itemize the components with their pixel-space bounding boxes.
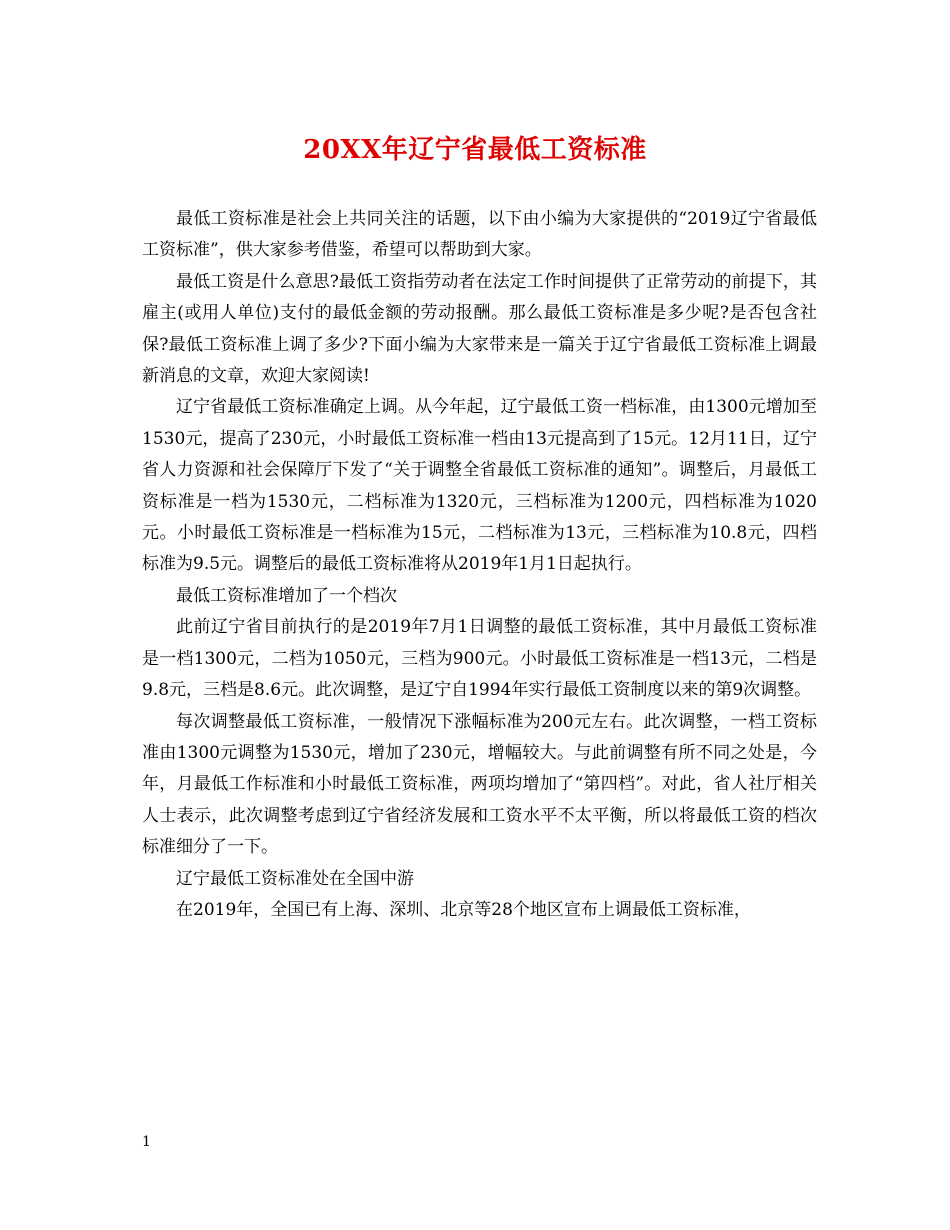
document-body	[142, 204, 817, 926]
section-heading-new-tier: 最低工资标准增加了一个档次	[176, 585, 397, 606]
section-heading-national-rank: 辽宁最低工资标准处在全国中游	[176, 868, 414, 889]
paragraph-definition: 最低工资是什么意思?最低工资指劳动者在法定工作时间提供了正常劳动的前提下，其雇主(或用人单位)支付的最低金额的劳动报酬。那么最低工资标准是多少呢?是否包含社保?最低工资标准上调了多少?下面小编为大家带来是一篇关于辽宁省最低工资标准上调最新消息的文章，欢迎大家阅读!	[142, 271, 817, 387]
paragraph-intro: 最低工资标准是社会上共同关注的话题，以下由小编为大家提供的“2019辽宁省最低工资标准”，供大家参考借鉴，希望可以帮助到大家。	[142, 209, 817, 261]
paragraph-adjustment: 辽宁省最低工资标准确定上调。从今年起，辽宁最低工资一档标准，由1300元增加至1530元，提高了230元，小时最低工资标准一档由13元提高到了15元。12月11日，辽宁省人力资源和社会保障厅下发了“关于调整全省最低工资标准的通知”。调整后，月最低工资标准是一档为1530元，二档标准为1320元，三档标准为1200元，四档标准为1020元。小时最低工资标准是一档标准为15元，二档标准为13元，三档标准为10.8元，四档标准为9.5元。调整后的最低工资标准将从2019年1月1日起执行。	[142, 397, 817, 575]
page-number: 1	[142, 1134, 151, 1150]
document-title: 20XX年辽宁省最低工资标准	[303, 135, 647, 165]
paragraph-previous-standard: 此前辽宁省目前执行的是2019年7月1日调整的最低工资标准，其中月最低工资标准是一档1300元，二档为1050元，三档为900元。小时最低工资标准是一档13元，二档是9.8元，三档是8.6元。此次调整，是辽宁自1994年实行最低工资制度以来的第9次调整。	[142, 617, 817, 701]
paragraph-national: 在2019年，全国已有上海、深圳、北京等28个地区宣布上调最低工资标准，	[176, 899, 751, 920]
paragraph-increase-details: 每次调整最低工资标准，一般情况下涨幅标准为200元左右。此次调整，一档工资标准由1300元调整为1530元，增加了230元，增幅较大。与此前调整有所不同之处是，今年，月最低工作标准和小时最低工资标准，两项均增加了“第四档”。对此，省人社厅相关人士表示，此次调整考虑到辽宁省经济发展和工资水平不太平衡，所以将最低工资的档次标准细分了一下。	[142, 711, 817, 858]
